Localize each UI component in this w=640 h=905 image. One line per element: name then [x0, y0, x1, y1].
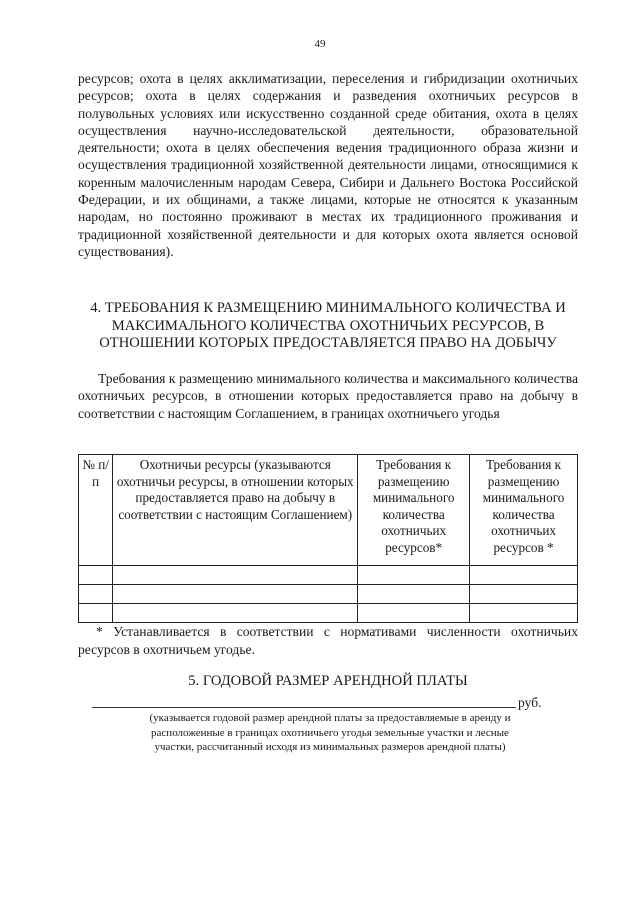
section-5-heading: 5. ГОДОВОЙ РАЗМЕР АРЕНДНОЙ ПЛАТЫ: [188, 673, 468, 689]
table-footnote: * Устанавливается в соответствии с нормативами численности охотничьих ресурсов в охотничьем угодье.: [78, 624, 578, 657]
header-requirement-1: Требования к размещению минимального количества охотничьих ресурсов*: [358, 455, 470, 566]
table-cell: [470, 604, 578, 623]
header-resources: Охотничьи ресурсы (указываются охотничьи ресурсы, в отношении которых предоставляется право на добычу в соответствии с настоящим Соглашением): [113, 455, 358, 566]
table-cell: [470, 585, 578, 604]
rent-amount-blank-line: [92, 707, 516, 708]
table-cell: [358, 585, 470, 604]
table-cell: [113, 585, 358, 604]
table-header-row: [79, 455, 578, 566]
table-cell: [113, 604, 358, 623]
table-cell: [79, 604, 113, 623]
table-cell: [358, 566, 470, 585]
header-number: № п/п: [79, 455, 113, 566]
table-row: [79, 604, 578, 623]
table-cell: [79, 585, 113, 604]
currency-label: руб.: [518, 695, 542, 710]
section-4-heading: 4. ТРЕБОВАНИЯ К РАЗМЕЩЕНИЮ МИНИМАЛЬНОГО КОЛИЧЕСТВА И МАКСИМАЛЬНОГО КОЛИЧЕСТВА ОХОТНИЧЬИХ РЕСУРСОВ, В ОТНОШЕНИИ КОТОРЫХ ПРЕДОСТАВЛЯЕТСЯ ПРАВО НА ДОБЫЧУ: [90, 300, 566, 351]
page-number: 49: [314, 38, 326, 50]
table-cell: [470, 566, 578, 585]
requirements-table: [78, 454, 578, 623]
table-row: [79, 566, 578, 585]
rent-explanation-note: (указывается годовой размер арендной платы за предоставляемые в аренду и расположенные в границах охотничьего угодья земельные участки и лесные участки, рассчитанный исходя из минимальных размеров арендной платы): [149, 712, 511, 754]
table-cell: [358, 604, 470, 623]
table-cell: [113, 566, 358, 585]
section-4-paragraph: Требования к размещению минимального количества и максимального количества охотничьих ресурсов, в отношении которых предоставляется право на добычу в соответствии с настоящим Соглашением, в границах охотничьего угодья: [78, 371, 578, 421]
table-cell: [79, 566, 113, 585]
intro-paragraph: ресурсов; охота в целях акклиматизации, переселения и гибридизации охотничьих ресурсов; охота в целях содержания и разведения охотничьих ресурсов в полувольных условиях или искусственно созданной среде обитания, охота в целях осуществления научно-исследовательской деятельности, образовательной деятельности; охота в целях обеспечения ведения традиционного образа жизни и осуществления традиционной хозяйственной деятельности лицами, относящимися к коренным малочисленным народам Севера, Сибири и Дальнего Востока Российской Федерации, и их общинами, а также лицами, которые не относятся к указанным народам, но постоянно проживают в местах их традиционного проживания и традиционной хозяйственной деятельности и для которых охота является основой существования).: [78, 71, 578, 259]
table-row: [79, 585, 578, 604]
header-requirement-2: Требования к размещению минимального количества охотничьих ресурсов *: [470, 455, 578, 566]
